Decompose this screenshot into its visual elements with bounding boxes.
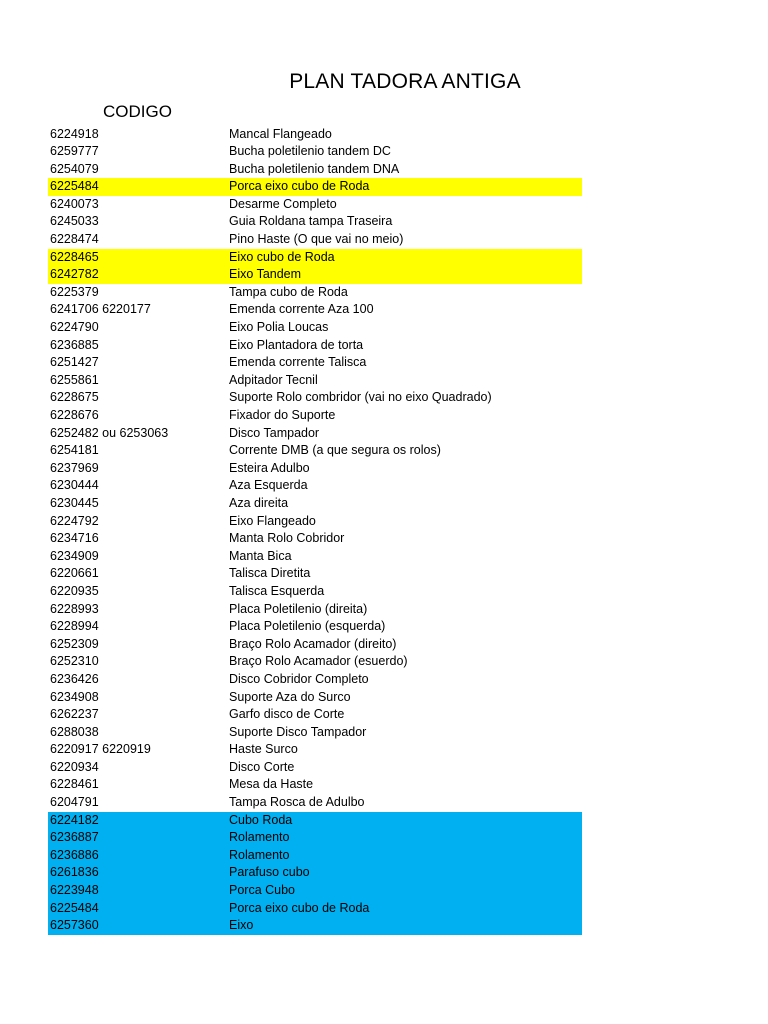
part-description-cell: Corrente DMB (a que segura os rolos) (229, 443, 441, 458)
part-description-cell: Manta Rolo Cobridor (229, 531, 345, 546)
part-description-cell: Tampa Rosca de Adulbo (229, 795, 365, 810)
table-row (48, 143, 582, 161)
part-description-cell: Porca eixo cubo de Roda (229, 900, 370, 915)
table-row (48, 178, 582, 196)
part-code-cell: 6241706 6220177 (50, 302, 151, 317)
table-row (48, 864, 582, 882)
part-description-cell: Placa Poletilenio (direita) (229, 601, 368, 616)
part-description-cell: Eixo cubo de Roda (229, 249, 335, 264)
part-description-cell: Suporte Aza do Surco (229, 689, 351, 704)
table-row (48, 425, 582, 443)
part-code-cell: 6220661 (50, 566, 99, 581)
part-code-cell: 6228994 (50, 619, 99, 634)
part-code-cell: 6257360 (50, 918, 99, 933)
part-code-cell: 6245033 (50, 214, 99, 229)
part-code-cell: 6225484 (50, 179, 99, 194)
part-description-cell: Fixador do Suporte (229, 408, 336, 422)
table-row (48, 900, 582, 918)
part-code-cell: 6236887 (50, 830, 99, 845)
part-code-cell: 6220935 (50, 583, 99, 598)
table-row (48, 231, 582, 249)
part-code-cell: 6224792 (50, 513, 99, 528)
part-code-cell: 6240073 (50, 196, 99, 211)
table-row (48, 284, 582, 302)
part-code-cell: 6225484 (50, 900, 99, 915)
part-description-cell: Aza Esquerda (229, 478, 308, 493)
part-code-cell: 6220917 6220919 (50, 742, 151, 757)
part-description-cell: Cubo Roda (229, 812, 293, 827)
part-description-cell: Bucha poletilenio tandem DC (229, 144, 391, 159)
part-code-cell: 6224182 (50, 812, 99, 827)
part-code-cell: 6234908 (50, 689, 99, 704)
part-description-cell: Rolamento (229, 830, 290, 845)
part-code-cell: 6288038 (50, 724, 99, 739)
part-description-cell: Eixo Tandem (229, 267, 302, 282)
part-code-cell: 6254079 (50, 161, 99, 176)
table-row (48, 301, 582, 319)
table-row (48, 601, 582, 619)
part-description-cell: Eixo Polia Loucas (229, 320, 329, 335)
part-code-cell: 6261836 (50, 865, 99, 880)
table-row (48, 636, 582, 654)
part-description-cell: Eixo (229, 918, 254, 933)
part-description-cell: Esteira Adulbo (229, 460, 310, 475)
part-code-cell: 6224918 (50, 126, 99, 141)
part-code-cell: 6234909 (50, 548, 99, 563)
part-code-cell: 6236426 (50, 671, 99, 686)
part-code-cell: 6236885 (50, 337, 99, 352)
table-row (48, 495, 582, 513)
part-code-cell: 6252482 ou 6253063 (50, 425, 169, 440)
part-description-cell: Disco Cobridor Completo (229, 671, 369, 686)
table-row (48, 917, 582, 935)
part-description-cell: Bucha poletilenio tandem DNA (229, 161, 400, 176)
part-description-cell: Garfo disco de Corte (229, 707, 345, 722)
table-row (48, 583, 582, 601)
table-row (48, 196, 582, 214)
table-row (48, 249, 582, 267)
part-code-cell: 6252309 (50, 636, 99, 651)
table-row (48, 407, 582, 425)
parts-table (48, 126, 582, 935)
table-row (48, 759, 582, 777)
part-description-cell: Porca eixo cubo de Roda (229, 179, 370, 194)
part-description-cell: Emenda corrente Talisca (229, 355, 367, 370)
part-description-cell: Eixo Flangeado (229, 513, 316, 528)
part-code-cell: 6228465 (50, 249, 99, 264)
part-code-cell: 6259777 (50, 144, 99, 159)
part-description-cell: Adpitador Tecnil (229, 372, 318, 387)
part-code-cell: 6262237 (50, 707, 99, 722)
part-description-cell: Tampa cubo de Roda (229, 284, 348, 299)
part-description-cell: Mancal Flangeado (229, 126, 332, 141)
part-code-cell: 6224790 (50, 320, 99, 335)
table-row (48, 671, 582, 689)
table-row (48, 354, 582, 372)
part-description-cell: Manta Bica (229, 548, 292, 563)
table-row (48, 689, 582, 707)
part-code-cell: 6228676 (50, 408, 99, 422)
part-description-cell: Talisca Diretita (229, 566, 311, 581)
part-code-cell: 6228993 (50, 601, 99, 616)
table-row (48, 513, 582, 531)
part-code-cell: 6225379 (50, 284, 99, 299)
part-description-cell: Suporte Rolo combridor (vai no eixo Quadrado) (229, 390, 492, 405)
part-description-cell: Aza direita (229, 495, 289, 510)
table-row (48, 829, 582, 847)
part-code-cell: 6236886 (50, 847, 99, 862)
table-row (48, 724, 582, 742)
table-row (48, 847, 582, 865)
part-description-cell: Braço Rolo Acamador (esuerdo) (229, 654, 408, 669)
table-row (48, 389, 582, 407)
part-code-cell: 6230444 (50, 478, 99, 493)
table-row (48, 794, 582, 812)
part-code-cell: 6255861 (50, 372, 99, 387)
part-code-cell: 6254181 (50, 443, 99, 458)
part-description-cell: Mesa da Haste (229, 777, 314, 792)
part-description-cell: Placa Poletilenio (esquerda) (229, 619, 386, 634)
part-code-cell: 6228461 (50, 777, 99, 792)
table-row (48, 882, 582, 900)
table-row (48, 741, 582, 759)
table-row (48, 706, 582, 724)
part-description-cell: Suporte Disco Tampador (229, 724, 367, 739)
part-code-cell: 6251427 (50, 355, 99, 370)
table-row (48, 477, 582, 495)
part-code-cell: 6252310 (50, 654, 99, 669)
part-description-cell: Emenda corrente Aza 100 (229, 302, 374, 317)
part-description-cell: Talisca Esquerda (229, 583, 325, 598)
table-row (48, 460, 582, 478)
part-description-cell: Disco Tampador (229, 425, 320, 440)
part-code-cell: 6228675 (50, 390, 99, 405)
codigo-column-header: CODIGO (103, 102, 172, 121)
table-row (48, 266, 582, 284)
table-row (48, 653, 582, 671)
part-description-cell: Rolamento (229, 847, 290, 862)
table-row (48, 530, 582, 548)
table-row (48, 161, 582, 179)
part-description-cell: Parafuso cubo (229, 865, 310, 880)
table-row (48, 337, 582, 355)
part-code-cell: 6220934 (50, 759, 99, 774)
part-code-cell: 6242782 (50, 267, 99, 282)
part-description-cell: Eixo Plantadora de torta (229, 337, 364, 352)
part-description-cell: Porca Cubo (229, 883, 296, 898)
part-description-cell: Pino Haste (O que vai no meio) (229, 232, 404, 247)
table-row (48, 442, 582, 460)
part-code-cell: 6230445 (50, 495, 99, 510)
part-code-cell: 6234716 (50, 531, 99, 546)
part-description-cell: Disco Corte (229, 759, 295, 774)
part-code-cell: 6237969 (50, 460, 99, 475)
table-row (48, 213, 582, 231)
part-description-cell: Desarme Completo (229, 196, 337, 211)
table-row (48, 618, 582, 636)
part-code-cell: 6204791 (50, 795, 99, 810)
part-code-cell: 6223948 (50, 883, 99, 898)
table-row (48, 372, 582, 390)
part-description-cell: Guia Roldana tampa Traseira (229, 214, 393, 229)
part-description-cell: Haste Surco (229, 742, 298, 757)
part-description-cell: Braço Rolo Acamador (direito) (229, 636, 397, 651)
table-row (48, 812, 582, 830)
table-row (48, 565, 582, 583)
page-title: PLAN TADORA ANTIGA (289, 70, 521, 93)
table-row (48, 548, 582, 566)
table-row (48, 776, 582, 794)
table-row (48, 319, 582, 337)
table-row (48, 126, 582, 144)
part-code-cell: 6228474 (50, 232, 99, 247)
